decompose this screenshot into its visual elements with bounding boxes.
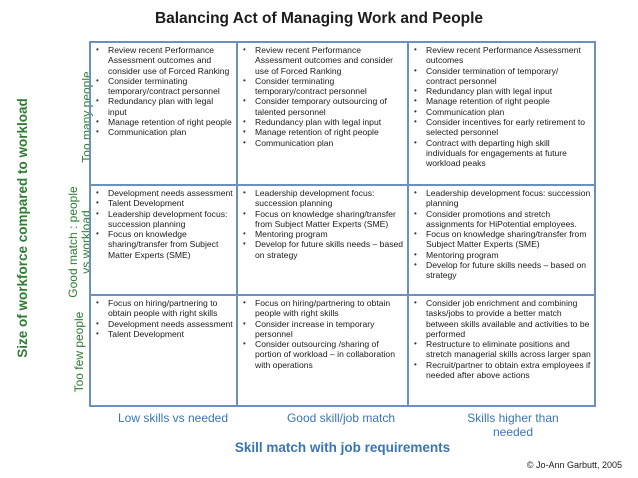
bullet-item: • Consider increase in temporary personnel: [242, 319, 404, 340]
column-label-line: Good skill/job match: [286, 411, 396, 425]
bullet-item: • Consider outsourcing /sharing of portion of workload – in collaboration with operations: [242, 339, 404, 370]
cell-too-many-good-skills: [238, 43, 409, 186]
row-label-line: Good match : people: [66, 186, 80, 298]
bullet-item: • Focus on knowledge sharing/transfer from Subject Matter Experts (SME): [242, 209, 404, 230]
bullet-item: • Manage retention of right people: [413, 96, 591, 106]
copyright-text: © Jo-Ann Garbutt, 2005: [526, 460, 622, 470]
cell-list: [95, 45, 233, 138]
bullet-item: • Consider termination of temporary/ contract personnel: [413, 66, 591, 87]
cell-good-match-low-skills: [91, 186, 238, 296]
bullet-item: • Develop for future skills needs – based on strategy: [413, 260, 591, 281]
column-label-higher-skills: [430, 411, 596, 439]
bullet-item: • Review recent Performance Assessment outcomes and consider use of Forced Ranking: [242, 45, 404, 76]
cell-list: [413, 45, 591, 169]
cell-list: [95, 188, 233, 260]
row-label-line: vs workload: [79, 210, 93, 274]
cell-too-many-higher-skills: [409, 43, 594, 186]
cell-list: [413, 188, 591, 281]
matrix-grid: [89, 41, 596, 407]
bullet-item: • Talent Development: [95, 329, 233, 339]
column-label-good-skill-match: [257, 411, 425, 425]
bullet-item: • Focus on hiring/partnering to obtain people with right skills: [242, 298, 404, 319]
bullet-item: • Redundancy plan with legal input: [413, 86, 591, 96]
bullet-item: • Development needs assessment: [95, 319, 233, 329]
column-label-low-skills: [89, 411, 257, 425]
bullet-item: • Recruit/partner to obtain extra employees if needed after above actions: [413, 360, 591, 381]
row-label-line: Too many people: [79, 71, 93, 163]
bullet-item: • Development needs assessment: [95, 188, 233, 198]
bullet-item: • Develop for future skills needs – based on strategy: [242, 239, 404, 260]
bullet-item: • Communication plan: [242, 138, 404, 148]
bullet-item: • Consider incentives for early retirement to selected personnel: [413, 117, 591, 138]
x-axis-label: Skill match with job requirements: [234, 440, 451, 455]
cell-good-match-good-skills: [238, 186, 409, 296]
bullet-item: • Consider promotions and stretch assignments for HiPotential employees.: [413, 209, 591, 230]
column-label-line: Low skills vs needed: [117, 411, 229, 425]
bullet-item: • Leadership development focus: succession planning: [95, 209, 233, 230]
bullet-item: • Mentoring program: [413, 250, 591, 260]
bullet-item: • Mentoring program: [242, 229, 404, 239]
bullet-item: • Communication plan: [95, 127, 233, 137]
cell-too-few-low-skills: [91, 296, 238, 405]
column-label-line: Skills higher than: [467, 411, 559, 425]
cell-too-few-higher-skills: [409, 296, 594, 405]
bullet-item: • Communication plan: [413, 107, 591, 117]
bullet-item: • Consider temporary outsourcing of talented personnel: [242, 96, 404, 117]
cell-list: [242, 298, 404, 370]
bullet-item: • Focus on knowledge sharing/transfer from Subject Matter Experts (SME): [413, 229, 591, 250]
bullet-item: • Leadership development focus: succession planning: [413, 188, 591, 209]
row-label-too-few-people: [69, 292, 89, 412]
bullet-item: • Restructure to eliminate positions and stretch managerial skills across larger span: [413, 339, 591, 360]
cell-list: [95, 298, 233, 339]
bullet-item: • Redundancy plan with legal input: [242, 117, 404, 127]
column-label-line: needed: [492, 425, 534, 439]
bullet-item: • Talent Development: [95, 198, 233, 208]
cell-good-match-higher-skills: [409, 186, 594, 296]
bullet-item: • Focus on knowledge sharing/transfer from Subject Matter Experts (SME): [95, 229, 233, 260]
bullet-item: • Review recent Performance Assessment outcomes and consider use of Forced Ranking: [95, 45, 233, 76]
row-label-line: Too few people: [71, 311, 86, 393]
cell-list: [242, 188, 404, 260]
bullet-item: • Manage retention of right people: [95, 117, 233, 127]
bullet-item: • Consider job enrichment and combining tasks/jobs to provide a better match between skills available and activities to be performed: [413, 298, 591, 339]
bullet-item: • Focus on hiring/partnering to obtain people with right skills: [95, 298, 233, 319]
bullet-item: • Consider terminating temporary/contract personnel: [95, 76, 233, 97]
bullet-item: • Consider terminating temporary/contract personnel: [242, 76, 404, 97]
cell-too-many-low-skills: [91, 43, 238, 186]
cell-too-few-good-skills: [238, 296, 409, 405]
cell-list: [242, 45, 404, 148]
cell-list: [413, 298, 591, 380]
bullet-item: • Review recent Performance Assessment outcomes: [413, 45, 591, 66]
diagram-title: Balancing Act of Managing Work and People: [154, 10, 484, 27]
bullet-item: • Contract with departing high skill individuals for engagements at future workload peaks: [413, 138, 591, 169]
y-axis-label: Size of workforce compared to workload: [15, 98, 30, 358]
bullet-item: • Redundancy plan with legal input: [95, 96, 233, 117]
bullet-item: • Manage retention of right people: [242, 127, 404, 137]
bullet-item: • Leadership development focus: succession planning: [242, 188, 404, 209]
